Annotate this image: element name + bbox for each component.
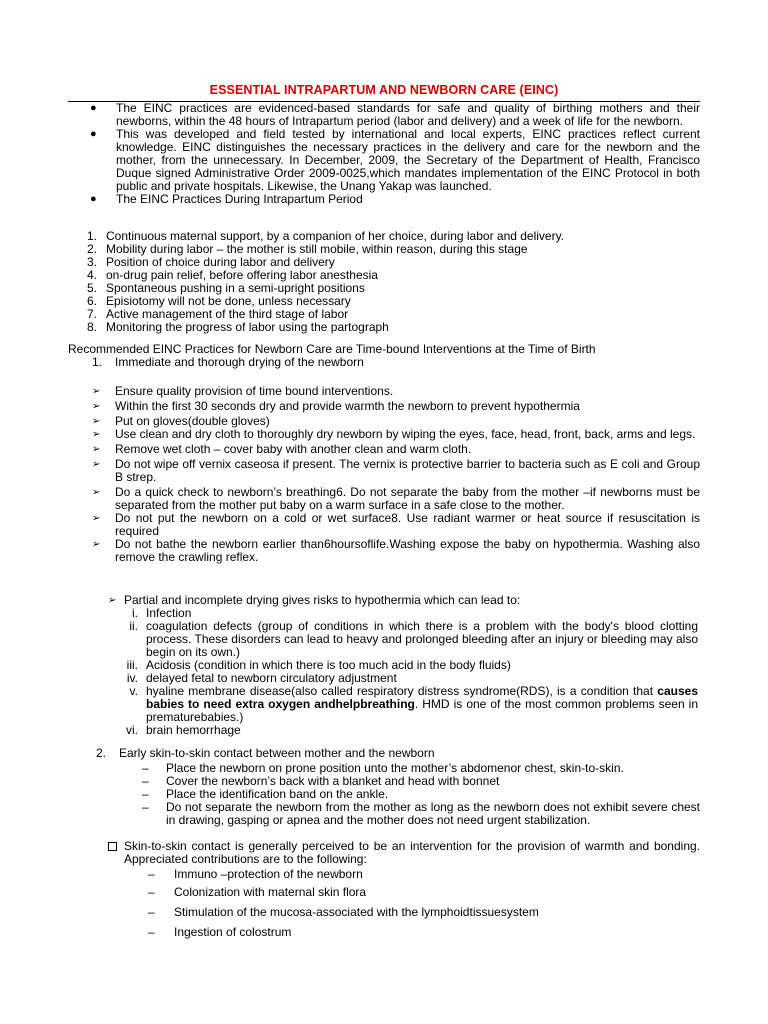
list-item: 1. Continuous maternal support, by a companion of her choice, during labor and delivery. <box>86 229 565 243</box>
intro-bullet: ● The EINC practices are evidenced-based standards for safe and quality of birthing mothers and their newborns, within the 48 hours of Intrapartum period (labor and delivery) and a week of life for the newborn. <box>90 101 700 128</box>
arrow-bullet-icon: ➢ <box>92 429 101 440</box>
intro-bullet-list <box>68 102 700 206</box>
list-item: v. hyaline membrane disease(also called respiratory distress syndrome(RDS), is a condition that causes babies to need extra oxygen andhelpbreathing. HMD is one of the most common problems seen in prematurebabies.) <box>129 684 698 724</box>
dash-bullet-icon: – <box>142 774 149 788</box>
arrow-bullet-icon: ➢ <box>92 539 101 550</box>
arrow-bullet-icon: ➢ <box>92 459 101 470</box>
skin-contact-actions-list <box>140 762 740 827</box>
dash-bullet-icon: – <box>148 867 155 881</box>
arrow-bullet-icon: ➢ <box>92 444 101 455</box>
arrow-bullet-icon: ➢ <box>92 386 101 397</box>
bullet-icon: ● <box>90 128 97 140</box>
list-item: 7. Active management of the third stage of labor <box>86 307 349 321</box>
list-item: ➢ Remove wet cloth – cover baby with another clean and warm cloth. <box>92 442 472 456</box>
dash-bullet-icon: – <box>148 885 155 899</box>
list-item: – Ingestion of colostrum <box>148 925 292 939</box>
arrow-bullet-icon: ➢ <box>92 513 101 524</box>
list-item: ➢ Within the first 30 seconds dry and provide warmth the newborn to prevent hypothermia <box>92 399 580 413</box>
list-item: i. Infection <box>132 606 192 620</box>
list-item: ➢ Put on gloves(double gloves) <box>92 414 270 428</box>
dash-bullet-icon: – <box>142 761 149 775</box>
contributions-list <box>148 868 708 939</box>
list-item: – Cover the newborn’s back with a blanket and head with bonnet <box>142 774 500 788</box>
bullet-icon: ● <box>90 193 97 205</box>
list-item: – Immuno –protection of the newborn <box>148 867 363 881</box>
list-item: ➢ Use clean and dry cloth to thoroughly dry newborn by wiping the eyes, face, head, front, back, arms and legs. <box>92 427 696 441</box>
list-item: 2. Mobility during labor – the mother is still mobile, within reason, during this stage <box>86 242 528 256</box>
dash-bullet-icon: – <box>148 905 155 919</box>
hypothermia-risk-list <box>108 607 740 737</box>
list-item: 6. Episiotomy will not be done, unless necessary <box>86 294 351 308</box>
arrow-bullet-icon: ➢ <box>92 487 101 498</box>
skin-contact-paragraph: Skin-to-skin contact is generally perceived to be an intervention for the provision of warmth and bonding. Appreciated contributions are to the following: <box>108 840 740 866</box>
intro-bullet: ● This was developed and field tested by international and local experts, EINC practices reflect current knowledge. EINC distinguishes the necessary practices in the delivery and care for the newborn and the mother, from the unnecessary. In December, 2009, the Secretary of the Department of Health, Francisco Duque signed Administrative Order 2009-0025,which mandates implementation of the EINC Protocol in both public and private hospitals. Likewise, the Unang Yakap was launched. <box>90 127 700 193</box>
newborn-step-skin-contact: 2. Early skin-to-skin contact between mother and the newborn <box>96 746 435 760</box>
list-item: ➢ Do not bathe the newborn earlier than6hoursoflife.Washing expose the baby on hypothermia. Washing also remove the crawling reflex. <box>92 537 700 564</box>
list-item: – Do not separate the newborn from the mother as long as the newborn does not exhibit severe chest in drawing, gasping or apnea and the mother does not need urgent stabilization. <box>142 800 700 827</box>
hypothermia-risk-intro: ➢ Partial and incomplete drying gives risks to hypothermia which can lead to: <box>108 593 521 607</box>
list-item: vi. brain hemorrhage <box>126 723 241 737</box>
list-item: – Place the newborn on prone position unto the mother’s abdomenor chest, skin-to-skin. <box>142 761 624 775</box>
arrow-bullet-icon: ➢ <box>108 595 117 606</box>
list-item: iv. delayed fetal to newborn circulatory adjustment <box>126 671 397 685</box>
list-item: ➢ Do not put the newborn on a cold or wet surface8. Use radiant warmer or heat source if resuscitation is required <box>92 511 700 538</box>
list-item: – Stimulation of the mucosa-associated with the lymphoidtissuesystem <box>148 905 539 919</box>
list-item: 8. Monitoring the progress of labor using the partograph <box>86 320 389 334</box>
dash-bullet-icon: – <box>142 800 149 814</box>
list-item: ii. coagulation defects (group of conditions in which there is a problem with the body's blood clotting process. These disorders can lead to heavy and prolonged bleeding after an injury or bleeding may also begin on its own.) <box>129 619 698 659</box>
intro-bullet: ● The EINC Practices During Intrapartum Period <box>90 192 363 206</box>
list-item: ➢ Do not wipe off vernix caseosa if present. The vernix is protective barrier to bacteria such as E coli and Group B strep. <box>92 457 700 484</box>
list-item: – Place the identification band on the ankle. <box>142 787 389 801</box>
list-item: 4. on-drug pain relief, before offering labor anesthesia <box>86 268 378 282</box>
list-item: ➢ Ensure quality provision of time bound interventions. <box>92 384 394 398</box>
list-item: iii. Acidosis (condition in which there is too much acid in the body fluids) <box>126 658 511 672</box>
list-item: 3. Position of choice during labor and delivery <box>86 255 335 269</box>
checkbox-bullet-icon <box>108 842 117 851</box>
dash-bullet-icon: – <box>148 925 155 939</box>
list-item: 5. Spontaneous pushing in a semi-upright positions <box>86 281 365 295</box>
bullet-icon: ● <box>90 102 97 114</box>
newborn-step-drying: 1. Immediate and thorough drying of the newborn <box>92 355 364 369</box>
drying-steps-list <box>92 385 700 564</box>
page-title: ESSENTIAL INTRAPARTUM AND NEWBORN CARE (EINC) <box>209 83 559 97</box>
arrow-bullet-icon: ➢ <box>92 416 101 427</box>
dash-bullet-icon: – <box>142 787 149 801</box>
list-item: ➢ Do a quick check to newborn’s breathing6. Do not separate the baby from the mother –if newborns must be separated from the mother put baby on a warm surface in a safe close to the mother. <box>92 485 700 512</box>
arrow-bullet-icon: ➢ <box>92 401 101 412</box>
intrapartum-practices-list <box>68 230 700 334</box>
list-item: – Colonization with maternal skin flora <box>148 885 367 899</box>
newborn-care-heading: Recommended EINC Practices for Newborn Care are Time-bound Interventions at the Time of Birth <box>68 342 596 356</box>
